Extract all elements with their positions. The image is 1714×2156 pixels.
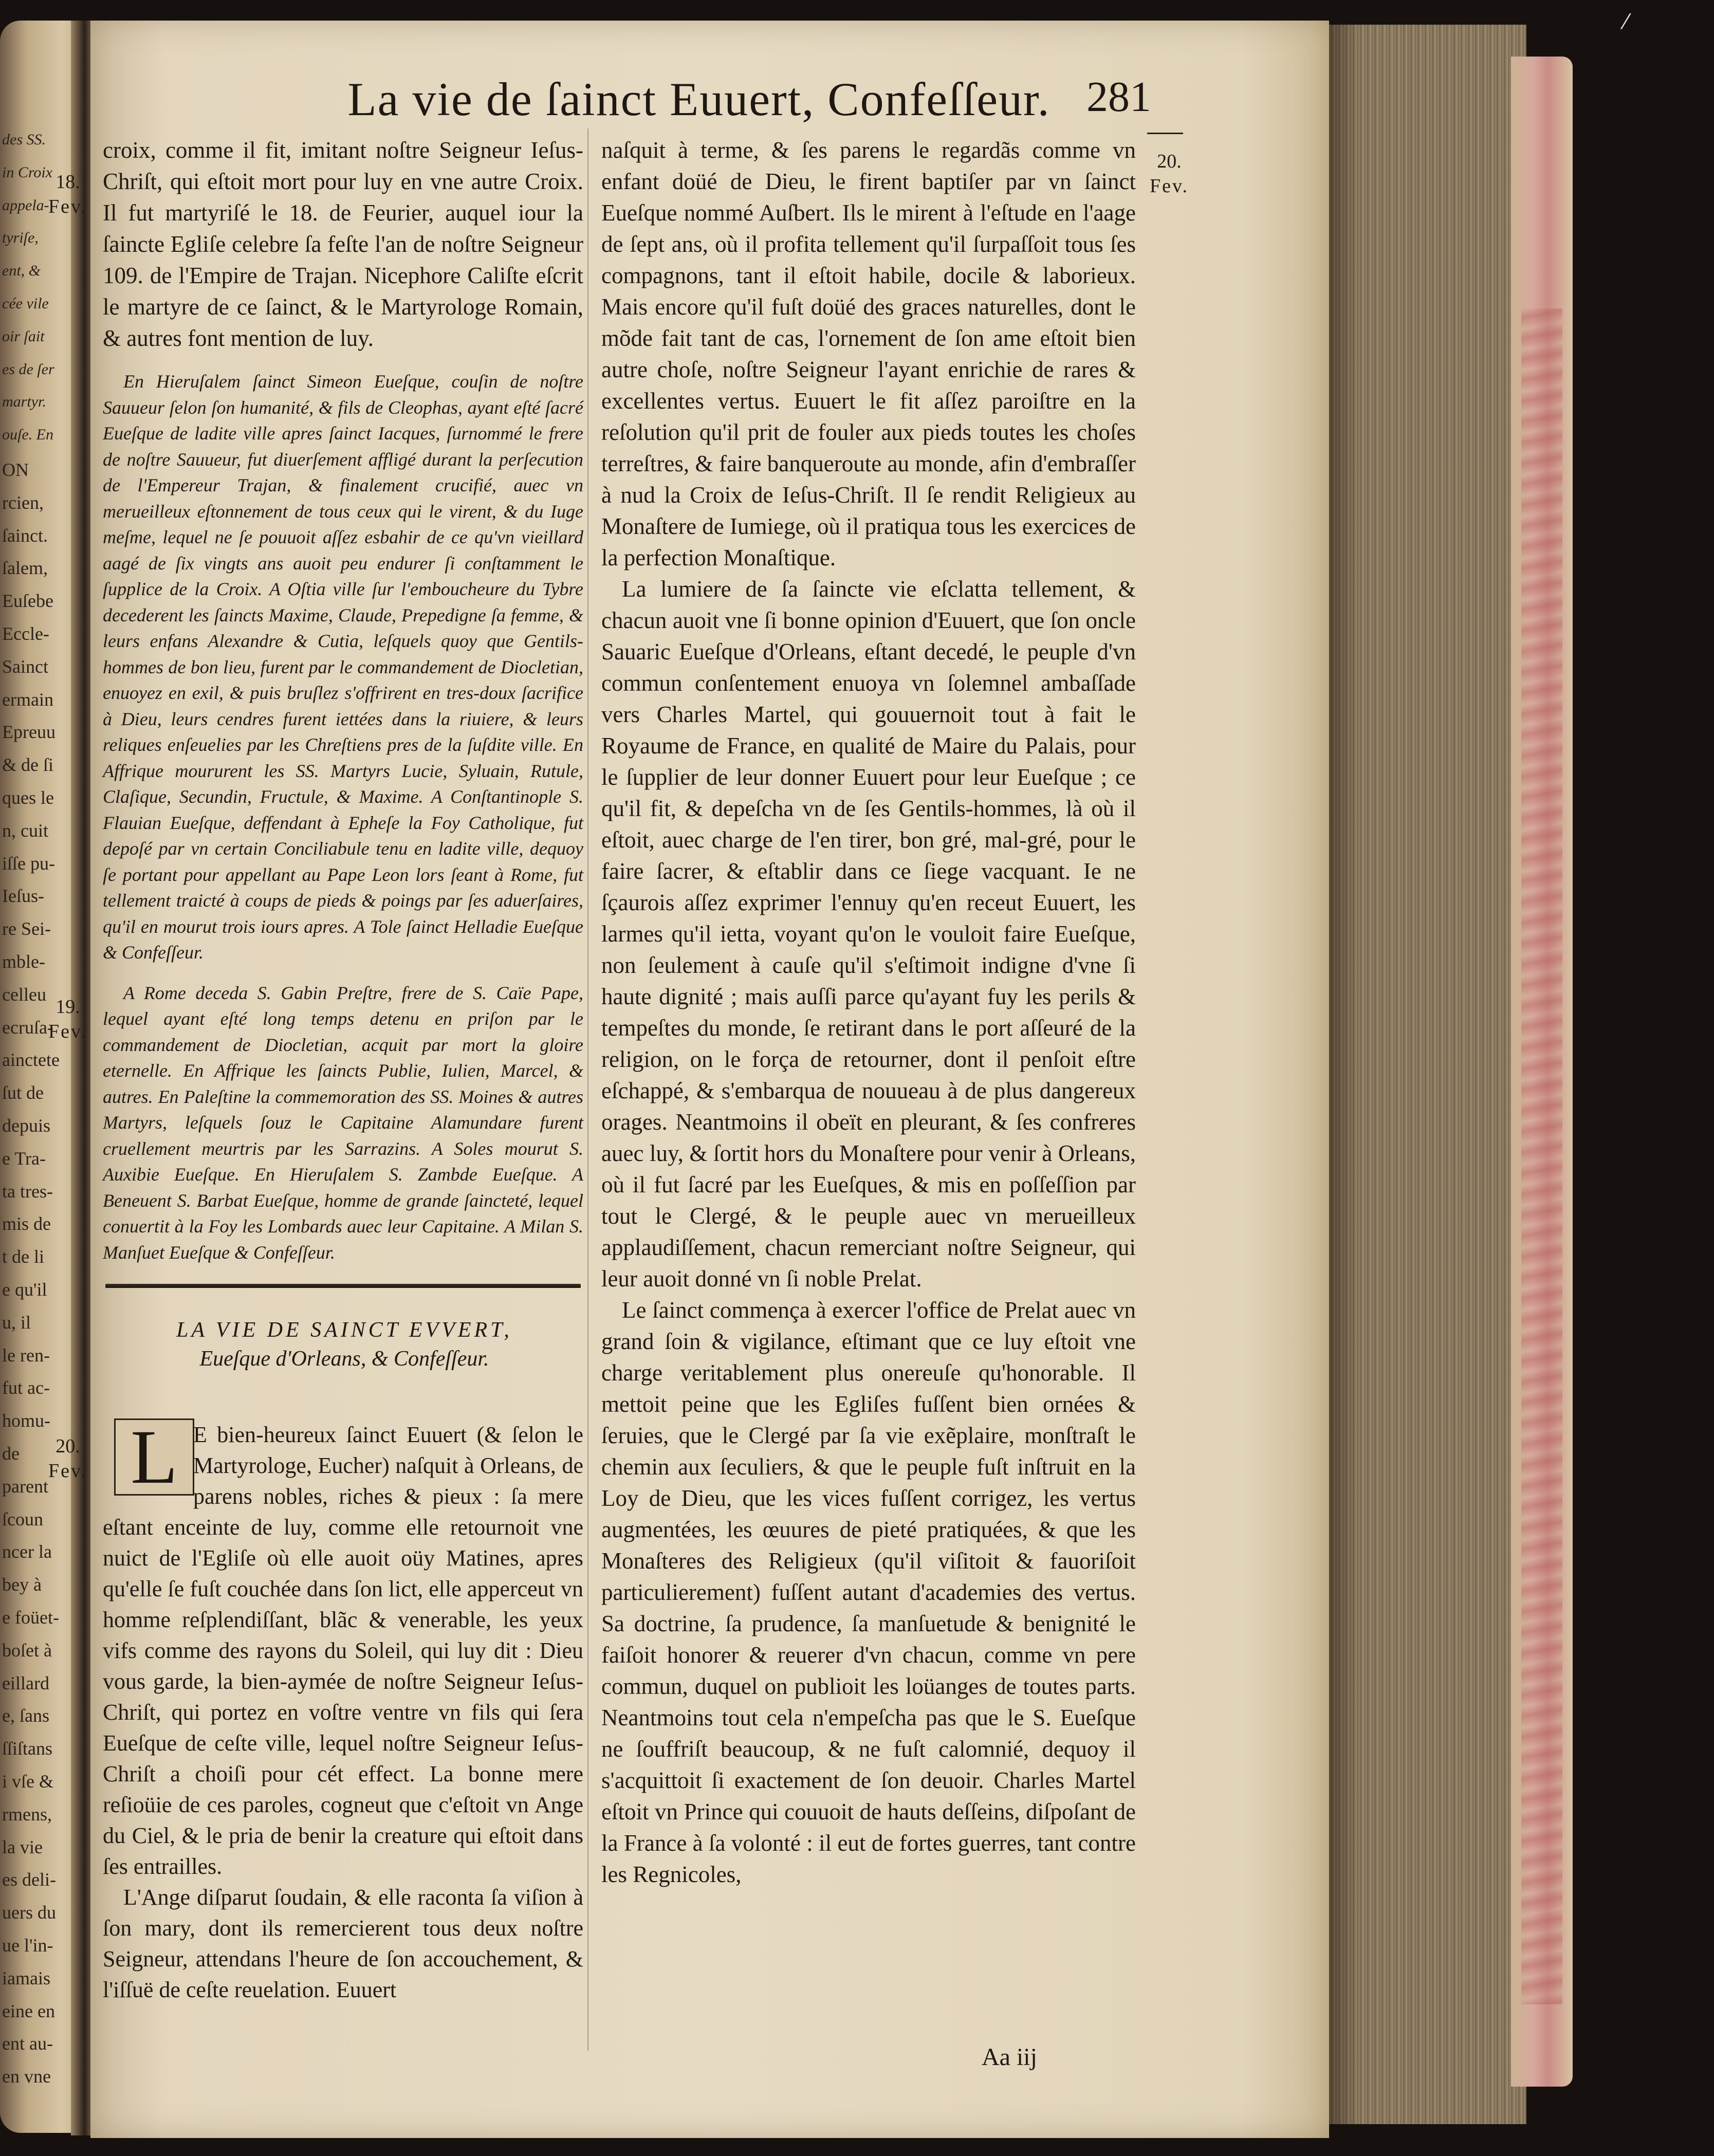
left-page-fragment: ſcoun (2, 1508, 43, 1530)
left-page-fragment: ainctete (2, 1049, 60, 1071)
left-page-fragment: appela- (2, 196, 49, 214)
left-page-fragment: ſſiſtans (2, 1738, 52, 1759)
margin-date-20-right (1146, 149, 1192, 198)
corner-mark: ⁄ (1624, 10, 1628, 34)
left-page-fragment: ent au- (2, 2033, 53, 2054)
left-page-fragment: de (2, 1443, 20, 1464)
left-page-fragment: e qu'il (2, 1279, 47, 1300)
left-column-upper (103, 135, 583, 1265)
left-page-fragment: bey à (2, 1574, 42, 1595)
left-page-fragment: Ieſus- (2, 886, 44, 907)
left-page-fragment: en vne (2, 2066, 51, 2087)
left-page-fragment: ouſe. En (2, 426, 53, 444)
left-page-fragment: es de ſer (2, 360, 54, 378)
left-page-fragment: cée vile (2, 295, 49, 312)
running-head: La vie de ſainct Euuert, Confeſſeur. (347, 73, 1050, 125)
left-column-lower (103, 1414, 583, 2005)
left-page-fragment: tyriſe, (2, 229, 39, 247)
martyrology-feb-18: En Hieruſalem ſainct Simeon Eueſque, couſin de noſtre Sauueur ſelon ſon humanité, & fils de Cleophas, ayant eſté ſacré Eueſque de ladite ville apres ſainct Iacques, ſurnommé le frere de noſtre Sauueur, fut diuerſement affligé durant la perſecution de l'Empereur Trajan, & finalement crucifié, auec vn merueilleux eſtonnement de tous ceux qui le virent, & du Iuge meſme, lequel ne ſe pouuoit aſſez esbahir de ce qu'vn vieillard aagé de ſix vingts ans auoit peu endurer ſi conſtamment le ſupplice de la Croix. A Oſtia ville ſur l'emboucheure du Tybre decederent les ſaincts Maxime, Claude, Prepedigne ſa femme, & leurs enfans Alexandre & Cutia, leſquels quoy que Gentils-hommes de bon lieu, furent par le commandement de Diocletian, enuoyez en exil, & puis bruſlez s'offrirent en tres-doux ſacrifice à Dieu, leurs cendres furent iettées dans la riuiere, & leurs reliques enſeuelies par les Chreſtiens pres de la ſuſdite ville. En Affrique moururent les SS. Martyrs Lucie, Syluain, Rutule, Claſique, Secundin, Fructule, & Maxime. A Conſtantinople S. Flauian Eueſque, deffendant à Epheſe la Foy Catholique, fut depoſé par vn certain Conciliabule tenu en ladite ville, dequoy ſe portant pour appellant au Pape Leon lors ſeant à Rome, fut tellement traicté à coups de pieds & poings par ſes aduerſaires, qu'il en mourut trois iours apres. A Tole ſainct Helladie Eueſque & Confeſſeur. (103, 371, 583, 963)
left-page-fragment: la vie (2, 1836, 43, 1857)
left-page-fragment: le ren- (2, 1344, 50, 1366)
paragraph-election: La lumiere de ſa ſaincte vie eſclatta tellement, & chacun auoit vne ſi bonne opinion d'Euuert, que ſon oncle Sauaric Eueſque d'Orleans, eſtant decedé, le peuple d'vn commun conſentement enuoya vn ſolemnel ambaſſade vers Charles Martel, qui gouuernoit tout à fait le Royaume de France, en qualité de Maire du Palais, pour le ſupplier de leur donner Euuert pour leur Eueſque ; ce qu'il fit, & depeſcha vn de ſes Gentils-hommes, là où il eſtoit, auec charge de l'en tirer, bon gré, mal-gré, pour le faire ſacrer, & eſtablir dans ce ſiege vacquant. Ie ne ſçaurois aſſez exprimer l'ennuy qu'en receut Euuert, les larmes qu'il ietta, voyant qu'on le vouloit faire Eueſque, non ſeulement à cauſe qu'il s'eſtimoit indigne d'vne ſi haute dignité ; mais auſſi parce qu'ayant fuy les perils & tempeſtes du monde, ſe retirant dans le port aſſeuré de la religion, on le força de retourner, dont il penſoit eſtre eſchappé, & s'embarqua de nouueau à de plus dangereux orages. Neantmoins il obeït en pleurant, & ſes confreres auec luy, & ſortit hors du Monaſtere pour venir à Orleans, où il fut ſacré par les Eueſques, & mis en poſſeſſion par tout le Clergé, & le peuple auec vn merueilleux applaudiſſement, chacun remerciant noſtre Seigneur, qui leur auoit donné vn ſi noble Prelat. (601, 576, 1136, 1292)
life-title-line2: Eueſque d'Orleans, & Confeſſeur. (199, 1347, 489, 1371)
left-page-fragment: ſalem, (2, 558, 48, 579)
left-page-fragment: des SS. (2, 131, 46, 148)
signature-mark: Aa iij (982, 2043, 1037, 2071)
margin-month: Fev. (48, 1460, 88, 1482)
paragraph-education: naſquit à terme, & ſes parens le regardãs comme vn enfant doüé de Dieu, le firent baptiſer par vn ſainct Eueſque nommé Auſbert. Ils le mirent à l'eſtude en l'aage de ſept ans, où il profita tellement qu'il ſurpaſſoit tous ſes compagnons, tant il eſtoit habile, docile & laborieux. Mais encore qu'il fuſt doüé des graces naturelles, dont le mõde fait tant de cas, l'ornement de ſon ame eſtoit bien autre choſe, noſtre Seigneur l'ayant enrichie de rares & excellentes vertus. Euuert le fit aſſez paroiſtre en la reſolution qu'il prit de fouler aux pieds toutes les choſes terreſtres, & faire banqueroute au monde, afin d'embraſſer à nud la Croix de Ieſus-Chriſt. Il ſe rendit Religieux au Monaſtere de Iumiege, où il pratiqua tous les exercices de la perfection Monaſtique. (601, 137, 1136, 570)
margin-day: 20. (1157, 151, 1182, 172)
left-page-fragment: re Sei- (2, 918, 51, 939)
left-page-fragment: i vſe & (2, 1771, 53, 1792)
life-title-line1: LA VIE DE SAINCT EVVERT, (176, 1318, 512, 1342)
left-page-fragment: parent (2, 1476, 48, 1497)
column-divider (587, 128, 588, 2051)
left-page-fragment: mis de (2, 1213, 51, 1234)
margin-month: Fev. (48, 1021, 88, 1042)
left-page-fragment: e, ſans (2, 1705, 49, 1726)
left-page-fragment: ermain (2, 689, 53, 710)
martyrology-feb-19: A Rome deceda S. Gabin Preſtre, frere de S. Caïe Pape, lequel ayant eſté long temps detenu en priſon par le commandement de Diocletian, acquit par mort la gloire eternelle. En Affrique les ſaincts Publie, Iulien, Marcel, & autres. En Paleſtine la commemoration des SS. Moines & autres Martyrs, leſquels ſouz le Capitaine Alamundare furent cruellement meurtris par les Sarrazins. A Soles mourut S. Auxibie Eueſque. En Hieruſalem S. Zambde Eueſque. A Beneuent S. Barbat Eueſque, homme de grande ſaincteté, lequel conuertit à la Foy les Lombards auec leur Capitaine. A Milan S. Manſuet Eueſque & Confeſſeur. (103, 982, 583, 1263)
header-rule (1147, 133, 1183, 134)
left-page-fragment: rcien, (2, 492, 44, 513)
page-edge-shadow (1329, 25, 1360, 2124)
left-page-fragment: homu- (2, 1410, 50, 1431)
cover-marbling (1521, 308, 1562, 2004)
left-page-fragment: & de ſi (2, 754, 53, 776)
left-page-fragment: e foüet- (2, 1607, 59, 1628)
left-page-fragment: mble- (2, 951, 45, 972)
left-page-fragment: rmens, (2, 1803, 52, 1825)
left-page-fragment: t de li (2, 1246, 44, 1267)
left-page-fragment: iſſe pu- (2, 853, 55, 874)
right-column (601, 135, 1136, 1890)
left-page-fragment: ecruſa- (2, 1017, 53, 1038)
margin-month: Fev. (48, 196, 88, 217)
paragraph-office: Le ſainct commença à exercer l'office de Prelat auec vn grand ſoin & vigilance, eſtimant que ce luy eſtoit vne charge veritablement plus onereuſe qu'honorable. Il mettoit peine que les Egliſes fuſſent bien ornées & ſeruies, que le Clergé par ſa vie exẽplaire, monſtraſt le chemin aux ſeculiers, & que le peuple fuſt inſtruit en la Loy de Dieu, que les vices fuſſent corrigez, les vertus augmentées, les œuures de pieté pratiquées, & que les Monaſteres des Religieux (qu'il viſitoit & fauoriſoit particulierement) fuſſent autant d'academies des vertus. Sa doctrine, ſa prudence, ſa manſuetude & benignité le faiſoit honorer & reuerer d'vn chacun, comme vn pere commun, duquel on publioit les loüanges de toutes parts. Neantmoins tout cela n'empeſcha pas que le S. Eueſque ne ſouffriſt beaucoup, & ne fuſt calomnié, dequoy il s'acquittoit ſi exactement de ſon deuoir. Charles Martel eſtoit vn Prince qui couuoit de hauts deſſeins, diſpoſant de la France à ſa volonté : il eut de fortes guerres, tant contre les Regnicoles, (601, 1297, 1136, 1887)
left-page-fragment: martyr. (2, 393, 46, 411)
left-page-fragment: Euſebe (2, 591, 53, 612)
drop-cap-spacer (103, 1414, 193, 1512)
margin-date-19 (47, 994, 88, 1044)
paragraph-angel: L'Ange diſparut ſoudain, & elle raconta ſa viſion à ſon mary, dont ils remercierent tous deux noſtre Seigneur, attendans l'heure de ſon accouchement, & l'iſſuë de ceſte reuelation. Euuert (103, 1885, 583, 2002)
left-page-fragment: es deli- (2, 1869, 56, 1890)
left-page-fragment: Epreuu (2, 722, 56, 743)
left-page-fragment: ent, & (2, 262, 41, 280)
left-page-fragment: u, il (2, 1312, 31, 1333)
left-page-fragment: eillard (2, 1672, 49, 1693)
margin-month: Fev. (1149, 175, 1189, 197)
left-page-fragment: Sainct (2, 656, 48, 677)
margin-date-18 (47, 170, 88, 219)
left-page-fragment: eine en (2, 2000, 55, 2021)
left-page-fragment: in Croix (2, 163, 53, 181)
margin-day: 19. (56, 996, 80, 1018)
left-page-fragment: fut ac- (2, 1377, 50, 1398)
drop-cap-letter: L (131, 1414, 178, 1500)
margin-date-20-left (47, 1434, 88, 1483)
left-page-fragment: oir ſait (2, 327, 45, 345)
left-page-fragment: depuis (2, 1115, 50, 1136)
left-page-fragment: ncer la (2, 1541, 52, 1562)
margin-day: 18. (56, 171, 80, 193)
left-page-fragment: n, cuit (2, 820, 48, 841)
left-page-fragment: uers du (2, 1902, 56, 1923)
left-page-fragment: ue l'in- (2, 1935, 53, 1956)
left-page-fragment: e Tra- (2, 1148, 46, 1169)
life-title (108, 1316, 581, 1373)
left-page-fragment: boſet à (2, 1639, 52, 1661)
left-page-fragment: ta tres- (2, 1181, 53, 1202)
page-number: 281 (1086, 73, 1151, 121)
margin-day: 20. (56, 1435, 80, 1457)
left-page-fragment: iamais (2, 1967, 50, 1988)
left-page-fragment: Eccle- (2, 623, 49, 644)
left-page-fragment: ſut de (2, 1082, 44, 1103)
left-page-fragment: ques le (2, 787, 54, 808)
left-page-fragment: celleu (2, 984, 46, 1005)
left-page-fragment: ſainct. (2, 525, 48, 546)
left-page-fragment: ON (2, 459, 29, 480)
paragraph-simeon-martyrdom: croix, comme il fit, imitant noſtre Seigneur Ieſus-Chriſt, qui eſtoit mort pour luy en vne autre Croix. Il fut martyriſé le 18. de Feurier, auquel iour la ſaincte Egliſe celebre ſa feſte l'an de noſtre Seigneur 109. de l'Empire de Trajan. Nicephore Caliſte eſcrit le martyre de ce ſainct, & le Martyrologe Romain, & autres font mention de luy. (103, 137, 583, 351)
section-rule (105, 1284, 581, 1288)
paragraph-birth: E bien-heureux ſainct Euuert (& ſelon le Martyrologe, Eucher) naſquit à Orleans, de parens nobles, riches & pieux : ſa mere eſtant enceinte de luy, comme elle retournoit vne nuict de l'Egliſe où elle auoit oüy Matines, apres qu'elle ſe fuſt couchée dans ſon lict, elle apperceut vn homme reſplendiſſant, blãc & venerable, les yeux vifs comme des rayons du Soleil, qui luy dit : Dieu vous garde, la bien-aymée de noſtre Seigneur Ieſus-Chriſt, qui portez en voſtre ventre vn fils qui ſera Eueſque de ceſte ville, lequel noſtre Seigneur Ieſus-Chriſt a choiſi pour cét effect. La bonne mere reſioüie de ces paroles, cogneut que c'eſtoit vn Ange du Ciel, & le pria de benir la creature qui eſtoit dans ſes entrailles. (103, 1422, 583, 1879)
left-page-text-fragments (0, 0, 77, 2156)
